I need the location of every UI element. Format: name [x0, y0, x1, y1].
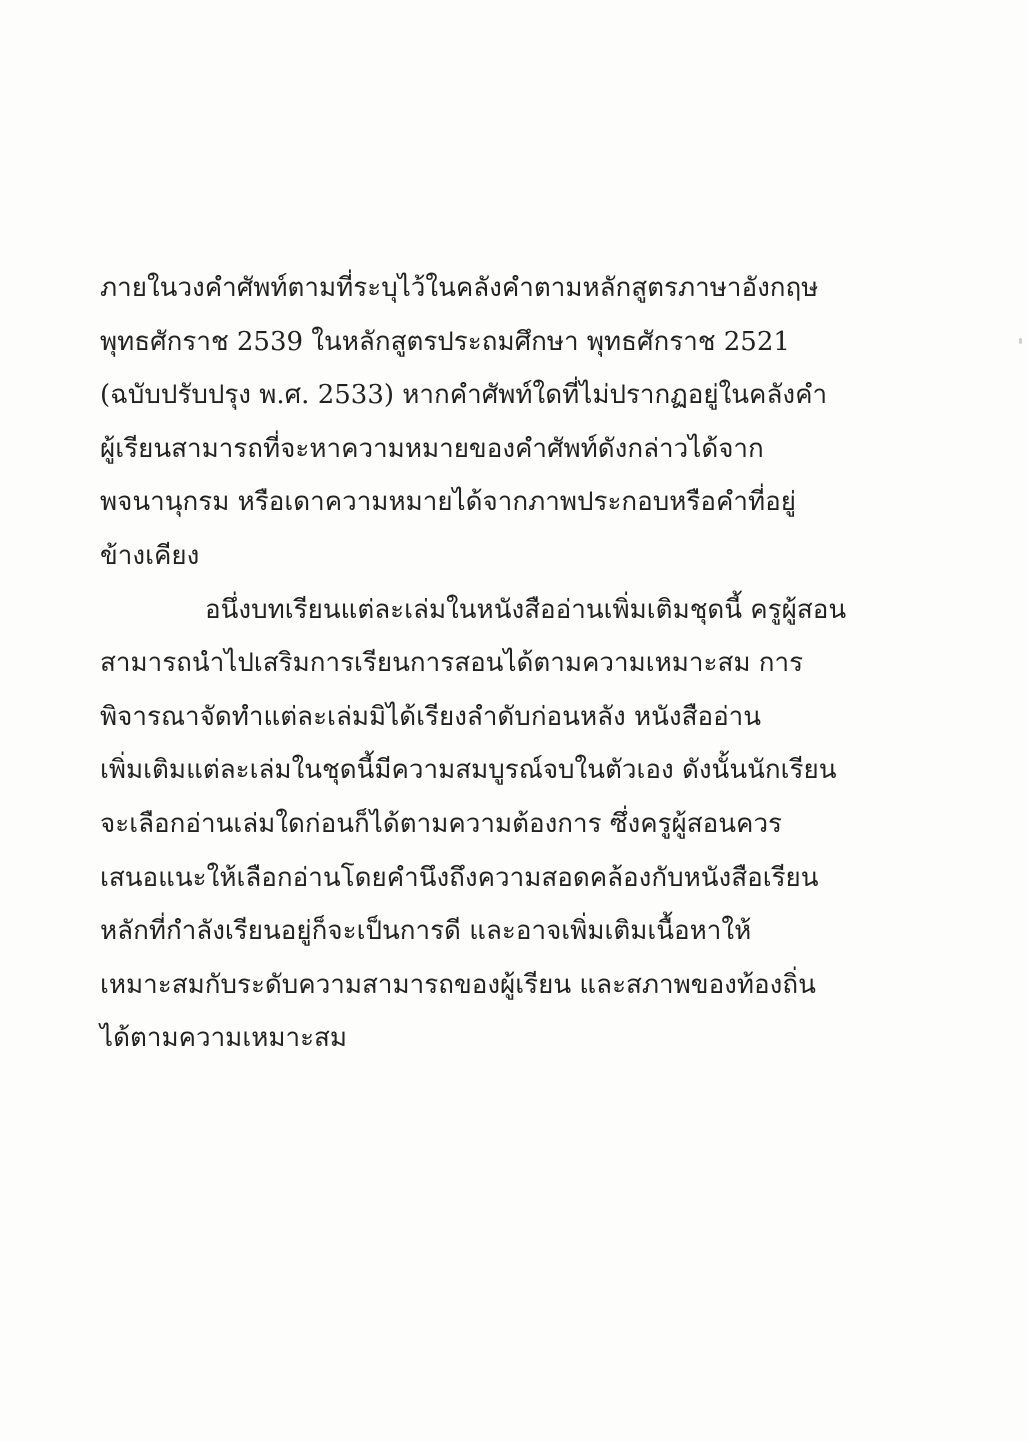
text-line: ได้ตามความเหมาะสม — [100, 1023, 348, 1054]
text-line: เพิ่มเติมแต่ละเล่มในชุดนี้มีความสมบูรณ์จบในตัวเอง ดังนั้นนักเรียน — [100, 755, 837, 786]
text-line: หลักที่กำลังเรียนอยู่ก็จะเป็นการดี และอาจเพิ่มเติมเนื้อหาให้ — [100, 916, 752, 947]
text-line: ข้างเคียง — [100, 540, 200, 571]
body-text — [100, 262, 900, 1066]
text-line: อนึ่งบทเรียนแต่ละเล่มในหนังสืออ่านเพิ่มเติมชุดนี้ ครูผู้สอน — [205, 594, 847, 625]
paragraph-1 — [100, 262, 900, 584]
text-line: ภายในวงคำศัพท์ตามที่ระบุไว้ในคลังคำตามหลักสูตรภาษาอังกฤษ — [100, 273, 819, 303]
paragraph-2 — [100, 584, 900, 1066]
text-line: พิจารณาจัดทำแต่ละเล่มมิได้เรียงลำดับก่อนหลัง หนังสืออ่าน — [100, 701, 762, 732]
text-line: เหมาะสมกับระดับความสามารถของผู้เรียน และสภาพของท้องถิ่น — [100, 969, 816, 1000]
text-line: สามารถนำไปเสริมการเรียนการสอนได้ตามความเหมาะสม การ — [100, 648, 804, 679]
text-line: เสนอแนะให้เลือกอ่านโดยคำนึงถึงความสอดคล้องกับหนังสือเรียน — [100, 862, 819, 893]
scan-edge-mark — [1019, 338, 1022, 344]
text-line: พุทธศักราช 2539 ในหลักสูตรประถมศึกษา พุทธศักราช 2521 — [100, 326, 790, 357]
text-line: (ฉบับปรับปรุง พ.ศ. 2533) หากคำศัพท์ใดที่ไม่ปรากฏอยู่ในคลังคำ — [100, 380, 828, 411]
text-line: พจนานุกรม หรือเดาความหมายได้จากภาพประกอบหรือคำที่อยู่ — [100, 487, 796, 518]
text-line: จะเลือกอ่านเล่มใดก่อนก็ได้ตามความต้องการ ซึ่งครูผู้สอนควร — [100, 808, 783, 839]
text-line: ผู้เรียนสามารถที่จะหาความหมายของคำศัพท์ดังกล่าวได้จาก — [100, 433, 764, 464]
